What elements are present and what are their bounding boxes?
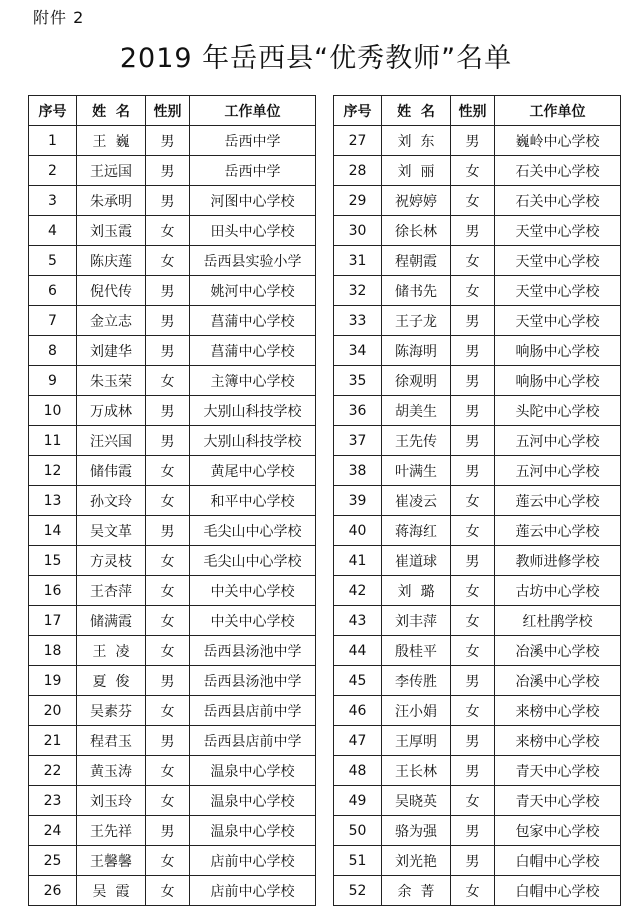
teacher-name: 程朝霞 [382, 246, 451, 276]
row-number: 17 [29, 606, 77, 636]
header-unit: 工作单位 [190, 96, 316, 126]
teacher-name: 胡美生 [382, 396, 451, 426]
table-row [334, 366, 621, 396]
work-unit: 姚河中心学校 [190, 276, 316, 306]
table-row [334, 606, 621, 636]
table-row [334, 276, 621, 306]
teacher-name: 徐观明 [382, 366, 451, 396]
table-row [29, 426, 316, 456]
teacher-name: 刘 东 [382, 126, 451, 156]
row-number: 51 [334, 846, 382, 876]
table-row [29, 726, 316, 756]
work-unit: 天堂中心学校 [495, 276, 621, 306]
row-number: 44 [334, 636, 382, 666]
teacher-gender: 女 [146, 366, 190, 396]
work-unit: 头陀中心学校 [495, 396, 621, 426]
table-row [29, 546, 316, 576]
teacher-gender: 女 [146, 786, 190, 816]
teacher-gender: 女 [451, 156, 495, 186]
table-row [334, 426, 621, 456]
row-number: 33 [334, 306, 382, 336]
work-unit: 响肠中心学校 [495, 366, 621, 396]
teacher-name: 夏 俊 [77, 666, 146, 696]
teacher-gender: 女 [451, 186, 495, 216]
row-number: 2 [29, 156, 77, 186]
teacher-gender: 女 [146, 456, 190, 486]
row-number: 30 [334, 216, 382, 246]
row-number: 46 [334, 696, 382, 726]
header-gender: 性别 [451, 96, 495, 126]
table-row [29, 576, 316, 606]
table-row [334, 216, 621, 246]
teacher-name: 祝婷婷 [382, 186, 451, 216]
work-unit: 主簿中心学校 [190, 366, 316, 396]
teacher-name: 万成林 [77, 396, 146, 426]
work-unit: 店前中心学校 [190, 876, 316, 906]
work-unit: 温泉中心学校 [190, 756, 316, 786]
table-row [29, 666, 316, 696]
teacher-name: 骆为强 [382, 816, 451, 846]
teacher-name: 崔凌云 [382, 486, 451, 516]
work-unit: 石关中心学校 [495, 156, 621, 186]
teacher-name: 刘光艳 [382, 846, 451, 876]
work-unit: 莲云中心学校 [495, 486, 621, 516]
teacher-name: 李传胜 [382, 666, 451, 696]
teacher-gender: 女 [451, 876, 495, 906]
teacher-name: 储书先 [382, 276, 451, 306]
work-unit: 古坊中心学校 [495, 576, 621, 606]
work-unit: 温泉中心学校 [190, 786, 316, 816]
teacher-name: 储满霞 [77, 606, 146, 636]
row-number: 19 [29, 666, 77, 696]
row-number: 37 [334, 426, 382, 456]
teacher-gender: 女 [146, 576, 190, 606]
teacher-gender: 男 [146, 276, 190, 306]
table-row [334, 726, 621, 756]
work-unit: 温泉中心学校 [190, 816, 316, 846]
work-unit: 毛尖山中心学校 [190, 516, 316, 546]
header-unit: 工作单位 [495, 96, 621, 126]
row-number: 16 [29, 576, 77, 606]
teacher-gender: 男 [451, 546, 495, 576]
teacher-gender: 女 [451, 636, 495, 666]
teacher-gender: 男 [146, 336, 190, 366]
work-unit: 响肠中心学校 [495, 336, 621, 366]
row-number: 3 [29, 186, 77, 216]
teacher-table-left [28, 95, 316, 906]
table-row [29, 186, 316, 216]
work-unit: 冶溪中心学校 [495, 636, 621, 666]
teacher-gender: 男 [451, 726, 495, 756]
teacher-name: 刘玉玲 [77, 786, 146, 816]
teacher-gender: 男 [451, 126, 495, 156]
teacher-gender: 男 [146, 516, 190, 546]
teacher-gender: 男 [451, 366, 495, 396]
work-unit: 大别山科技学校 [190, 396, 316, 426]
table-row [334, 636, 621, 666]
teacher-name: 黄玉涛 [77, 756, 146, 786]
row-number: 8 [29, 336, 77, 366]
teacher-gender: 男 [451, 336, 495, 366]
teacher-name: 金立志 [77, 306, 146, 336]
teacher-name: 王先祥 [77, 816, 146, 846]
teacher-gender: 男 [146, 726, 190, 756]
work-unit: 岳西县店前中学 [190, 696, 316, 726]
teacher-name: 余 菁 [382, 876, 451, 906]
teacher-name: 汪兴国 [77, 426, 146, 456]
row-number: 38 [334, 456, 382, 486]
teacher-gender: 女 [146, 546, 190, 576]
teacher-gender: 女 [451, 516, 495, 546]
row-number: 13 [29, 486, 77, 516]
teacher-gender: 女 [451, 606, 495, 636]
teacher-gender: 女 [451, 786, 495, 816]
table-row [334, 156, 621, 186]
table-row [334, 336, 621, 366]
row-number: 7 [29, 306, 77, 336]
row-number: 12 [29, 456, 77, 486]
work-unit: 河图中心学校 [190, 186, 316, 216]
teacher-name: 崔道球 [382, 546, 451, 576]
teacher-name: 朱承明 [77, 186, 146, 216]
teacher-gender: 男 [146, 306, 190, 336]
row-number: 23 [29, 786, 77, 816]
table-row [334, 786, 621, 816]
teacher-gender: 男 [146, 816, 190, 846]
table-row [29, 366, 316, 396]
teacher-name: 吴 霞 [77, 876, 146, 906]
teacher-name: 王先传 [382, 426, 451, 456]
row-number: 31 [334, 246, 382, 276]
row-number: 24 [29, 816, 77, 846]
teacher-gender: 男 [451, 216, 495, 246]
row-number: 18 [29, 636, 77, 666]
row-number: 10 [29, 396, 77, 426]
row-number: 48 [334, 756, 382, 786]
row-number: 50 [334, 816, 382, 846]
row-number: 39 [334, 486, 382, 516]
teacher-name: 王远国 [77, 156, 146, 186]
table-row [334, 486, 621, 516]
row-number: 9 [29, 366, 77, 396]
table-row [334, 876, 621, 906]
table-row [334, 756, 621, 786]
work-unit: 田头中心学校 [190, 216, 316, 246]
teacher-name: 刘 璐 [382, 576, 451, 606]
table-row [29, 846, 316, 876]
teacher-name: 王子龙 [382, 306, 451, 336]
row-number: 11 [29, 426, 77, 456]
row-number: 35 [334, 366, 382, 396]
work-unit: 岳西中学 [190, 156, 316, 186]
teacher-name: 吴素芬 [77, 696, 146, 726]
table-row [29, 816, 316, 846]
work-unit: 天堂中心学校 [495, 246, 621, 276]
teacher-name: 殷桂平 [382, 636, 451, 666]
row-number: 47 [334, 726, 382, 756]
row-number: 52 [334, 876, 382, 906]
teacher-name: 刘建华 [77, 336, 146, 366]
teacher-name: 朱玉荣 [77, 366, 146, 396]
work-unit: 岳西县实验小学 [190, 246, 316, 276]
table-row [334, 816, 621, 846]
work-unit: 巍岭中心学校 [495, 126, 621, 156]
work-unit: 青天中心学校 [495, 786, 621, 816]
row-number: 22 [29, 756, 77, 786]
row-number: 5 [29, 246, 77, 276]
row-number: 45 [334, 666, 382, 696]
table-row [29, 396, 316, 426]
table-row [334, 846, 621, 876]
work-unit: 天堂中心学校 [495, 306, 621, 336]
teacher-name: 孙文玲 [77, 486, 146, 516]
teacher-name: 王杏萍 [77, 576, 146, 606]
row-number: 14 [29, 516, 77, 546]
work-unit: 莲云中心学校 [495, 516, 621, 546]
table-row [29, 516, 316, 546]
table-row [334, 306, 621, 336]
header-name: 姓 名 [382, 96, 451, 126]
table-header-row [334, 96, 621, 126]
row-number: 20 [29, 696, 77, 726]
table-row [29, 246, 316, 276]
teacher-name: 汪小娟 [382, 696, 451, 726]
teacher-table-right [333, 95, 621, 906]
row-number: 36 [334, 396, 382, 426]
row-number: 40 [334, 516, 382, 546]
teacher-gender: 男 [146, 426, 190, 456]
work-unit: 五河中心学校 [495, 456, 621, 486]
table-row [29, 336, 316, 366]
teacher-name: 王 巍 [77, 126, 146, 156]
row-number: 29 [334, 186, 382, 216]
row-number: 32 [334, 276, 382, 306]
row-number: 43 [334, 606, 382, 636]
work-unit: 中关中心学校 [190, 606, 316, 636]
row-number: 26 [29, 876, 77, 906]
row-number: 4 [29, 216, 77, 246]
teacher-name: 吴晓英 [382, 786, 451, 816]
work-unit: 青天中心学校 [495, 756, 621, 786]
teacher-name: 方灵枝 [77, 546, 146, 576]
table-row [334, 456, 621, 486]
teacher-name: 吴文革 [77, 516, 146, 546]
work-unit: 菖蒲中心学校 [190, 336, 316, 366]
work-unit: 来榜中心学校 [495, 696, 621, 726]
table-row [334, 126, 621, 156]
header-number: 序号 [334, 96, 382, 126]
work-unit: 白帽中心学校 [495, 846, 621, 876]
teacher-gender: 女 [451, 246, 495, 276]
table-row [29, 276, 316, 306]
work-unit: 店前中心学校 [190, 846, 316, 876]
table-row [29, 486, 316, 516]
header-gender: 性别 [146, 96, 190, 126]
teacher-gender: 男 [451, 456, 495, 486]
table-row [29, 876, 316, 906]
teacher-gender: 女 [146, 876, 190, 906]
table-row [29, 306, 316, 336]
row-number: 27 [334, 126, 382, 156]
attachment-label: 附件 2 [33, 8, 85, 27]
teacher-gender: 男 [451, 816, 495, 846]
table-row [334, 396, 621, 426]
header-number: 序号 [29, 96, 77, 126]
row-number: 41 [334, 546, 382, 576]
table-row [29, 786, 316, 816]
teacher-gender: 女 [146, 636, 190, 666]
table-row [334, 546, 621, 576]
row-number: 6 [29, 276, 77, 306]
teacher-gender: 男 [451, 396, 495, 426]
table-row [29, 606, 316, 636]
work-unit: 白帽中心学校 [495, 876, 621, 906]
teacher-gender: 男 [146, 666, 190, 696]
teacher-gender: 女 [146, 846, 190, 876]
teacher-gender: 女 [146, 216, 190, 246]
teacher-gender: 女 [451, 576, 495, 606]
teacher-name: 储伟霞 [77, 456, 146, 486]
teacher-name: 倪代传 [77, 276, 146, 306]
table-row [334, 186, 621, 216]
teacher-name: 叶满生 [382, 456, 451, 486]
table-row [334, 246, 621, 276]
teacher-gender: 女 [146, 486, 190, 516]
table-row [29, 216, 316, 246]
row-number: 28 [334, 156, 382, 186]
work-unit: 中关中心学校 [190, 576, 316, 606]
teacher-gender: 男 [146, 126, 190, 156]
teacher-gender: 男 [451, 666, 495, 696]
row-number: 49 [334, 786, 382, 816]
teacher-gender: 女 [451, 486, 495, 516]
teacher-name: 徐长林 [382, 216, 451, 246]
row-number: 15 [29, 546, 77, 576]
teacher-gender: 男 [146, 156, 190, 186]
work-unit: 五河中心学校 [495, 426, 621, 456]
work-unit: 红杜鹃学校 [495, 606, 621, 636]
teacher-name: 陈庆莲 [77, 246, 146, 276]
teacher-gender: 男 [451, 846, 495, 876]
row-number: 34 [334, 336, 382, 366]
table-row [29, 156, 316, 186]
work-unit: 包家中心学校 [495, 816, 621, 846]
teacher-name: 蒋海红 [382, 516, 451, 546]
table-header-row [29, 96, 316, 126]
table-row [334, 576, 621, 606]
teacher-name: 王 凌 [77, 636, 146, 666]
teacher-gender: 男 [146, 396, 190, 426]
teacher-gender: 女 [451, 696, 495, 726]
work-unit: 教师进修学校 [495, 546, 621, 576]
teacher-gender: 女 [146, 756, 190, 786]
table-row [29, 636, 316, 666]
work-unit: 岳西县汤池中学 [190, 636, 316, 666]
table-row [29, 696, 316, 726]
teacher-gender: 女 [146, 246, 190, 276]
work-unit: 来榜中心学校 [495, 726, 621, 756]
table-row [334, 516, 621, 546]
document-title: 2019 年岳西县“优秀教师”名单 [119, 43, 513, 74]
teacher-gender: 女 [146, 606, 190, 636]
work-unit: 菖蒲中心学校 [190, 306, 316, 336]
header-name: 姓 名 [77, 96, 146, 126]
work-unit: 大别山科技学校 [190, 426, 316, 456]
work-unit: 岳西县汤池中学 [190, 666, 316, 696]
teacher-name: 王长林 [382, 756, 451, 786]
row-number: 1 [29, 126, 77, 156]
work-unit: 石关中心学校 [495, 186, 621, 216]
work-unit: 岳西中学 [190, 126, 316, 156]
teacher-name: 刘玉霞 [77, 216, 146, 246]
row-number: 42 [334, 576, 382, 606]
teacher-gender: 女 [146, 696, 190, 726]
work-unit: 岳西县店前中学 [190, 726, 316, 756]
table-row [334, 666, 621, 696]
teacher-name: 程君玉 [77, 726, 146, 756]
work-unit: 和平中心学校 [190, 486, 316, 516]
teacher-name: 刘 丽 [382, 156, 451, 186]
work-unit: 毛尖山中心学校 [190, 546, 316, 576]
table-row [29, 756, 316, 786]
teacher-gender: 男 [146, 186, 190, 216]
teacher-gender: 女 [451, 276, 495, 306]
teacher-name: 王馨馨 [77, 846, 146, 876]
work-unit: 黄尾中心学校 [190, 456, 316, 486]
table-row [334, 696, 621, 726]
table-row [29, 126, 316, 156]
teacher-name: 陈海明 [382, 336, 451, 366]
teacher-name: 王厚明 [382, 726, 451, 756]
teacher-gender: 男 [451, 306, 495, 336]
table-row [29, 456, 316, 486]
teacher-name: 刘丰萍 [382, 606, 451, 636]
teacher-gender: 男 [451, 756, 495, 786]
teacher-gender: 男 [451, 426, 495, 456]
work-unit: 冶溪中心学校 [495, 666, 621, 696]
work-unit: 天堂中心学校 [495, 216, 621, 246]
row-number: 25 [29, 846, 77, 876]
row-number: 21 [29, 726, 77, 756]
